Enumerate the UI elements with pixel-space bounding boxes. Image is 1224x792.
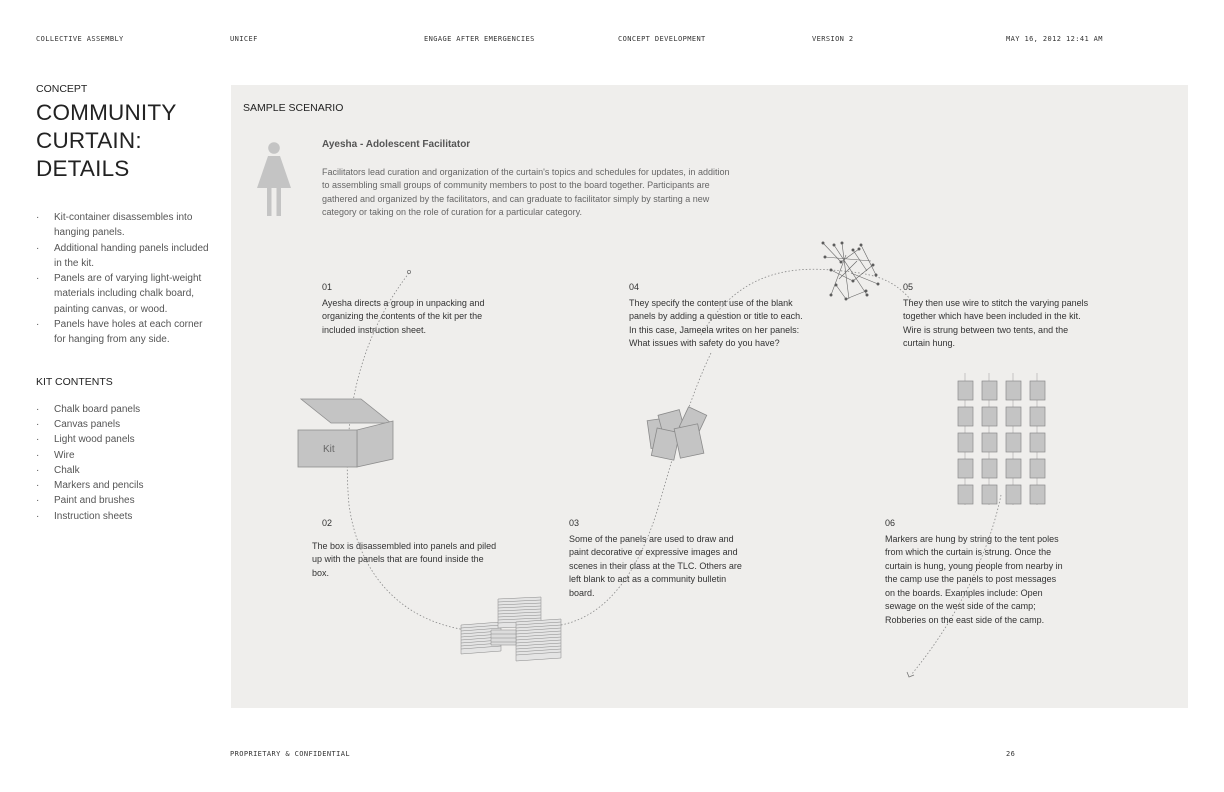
curtain-panel: [958, 459, 973, 478]
step-number: 04: [629, 282, 640, 292]
step-text: Markers are hung by string to the tent poles from which the curtain is strung. Once the curtain is hung, young people from nearby in the camp use the panels to post messages on the boards. Examples include: Open sewage on the west side of the camp; Robberies on the east side of the camp.: [885, 533, 1063, 625]
step-text: They then use wire to stitch the varying panels together which have been included in the kit. Wire is strung between two tents, and the curtain hung.: [903, 297, 1089, 348]
list-item: · Panels have holes at each corner for hanging from any side.: [36, 317, 216, 348]
kit-box-icon: [298, 399, 393, 467]
curtain-panel: [982, 433, 997, 452]
scenario-title: SAMPLE SCENARIO: [243, 102, 344, 114]
list-item: · Additional handing panels included in the kit.: [36, 241, 216, 272]
kit-contents-heading: KIT CONTENTS: [36, 375, 113, 388]
kit-label: Kit: [323, 444, 335, 455]
curtain-panel: [1006, 433, 1021, 452]
curtain-panel: [1030, 407, 1045, 426]
step-text: The box is disassembled into panels and piled up with the panels that are found inside the box.: [312, 540, 497, 578]
step-03: [569, 517, 754, 600]
curtain-panel: [1006, 459, 1021, 478]
panel-stacks-icon: [461, 597, 561, 661]
curtain-panel: [958, 407, 973, 426]
header-date: MAY 16, 2012 12:41 AM: [1006, 35, 1103, 43]
list-item: · Instruction sheets: [36, 509, 216, 524]
person-icon: [257, 142, 291, 216]
page-title-line: CURTAIN:: [36, 128, 142, 153]
section-kicker: CONCEPT: [36, 83, 88, 95]
kit-contents-list: [36, 402, 216, 524]
curtain-panel: [1006, 485, 1021, 504]
header-program: ENGAGE AFTER EMERGENCIES: [424, 35, 535, 43]
sidebar: [36, 80, 216, 524]
curtain-panel: [982, 485, 997, 504]
curtain-panel: [1006, 407, 1021, 426]
step-text: Ayesha directs a group in unpacking and organizing the contents of the kit per the included instruction sheet.: [322, 297, 485, 335]
persona-name: Ayesha - Adolescent Facilitator: [322, 139, 471, 150]
page-title-line: COMMUNITY: [36, 100, 177, 125]
step-number: 03: [569, 518, 580, 528]
step-number: 02: [322, 518, 333, 528]
persona-description: Facilitators lead curation and organization of the curtain's topics and schedules for updates, in addition to assembling small groups of community members to post to the board together. Participants are gathered and organized by the facilitators, and can graduate to facilitator simply by starting a new category or taking on the role of curation for a particular category.: [322, 167, 730, 218]
list-item: · Wire: [36, 448, 216, 463]
curtain-grid-icon: [958, 373, 1045, 505]
step-06: [885, 517, 1067, 627]
list-item: · Light wood panels: [36, 432, 216, 447]
step-number: 01: [322, 282, 333, 292]
curtain-panel: [1030, 433, 1045, 452]
list-item: · Canvas panels: [36, 417, 216, 432]
step-text: Some of the panels are used to draw and paint decorative or expressive images and scenes in their class at the TLC. Others are left blank to act as a community bulletin board.: [569, 533, 742, 598]
curtain-panel: [982, 459, 997, 478]
step-text: They specify the content use of the blank panels by adding a question or title to each. In this case, Jameela writes on her panels: What issues with safety do you have?: [629, 297, 803, 348]
header-client: UNICEF: [230, 35, 258, 43]
curtain-panel: [958, 485, 973, 504]
step-04: [629, 281, 811, 351]
list-item: · Paint and brushes: [36, 493, 216, 508]
page-number: 26: [1006, 750, 1016, 758]
step-02: [312, 517, 502, 580]
step-number: 05: [903, 282, 914, 292]
scattered-panels-icon: [647, 407, 707, 460]
scenario-panel: [231, 85, 1188, 708]
header-phase: CONCEPT DEVELOPMENT: [618, 35, 706, 43]
step-number: 06: [885, 518, 896, 528]
list-item: · Chalk board panels: [36, 402, 216, 417]
list-item: · Chalk: [36, 463, 216, 478]
wire-network-icon: [822, 242, 879, 300]
list-item: · Markers and pencils: [36, 478, 216, 493]
curtain-panel: [1030, 485, 1045, 504]
footer-confidential: PROPRIETARY & CONFIDENTIAL: [230, 750, 350, 758]
header-version: VERSION 2: [812, 35, 854, 43]
curtain-panel: [1006, 381, 1021, 400]
curtain-panel: [982, 381, 997, 400]
list-item: · Kit-container disassembles into hanging panels.: [36, 210, 216, 241]
curtain-panel: [1030, 381, 1045, 400]
curtain-panel: [958, 433, 973, 452]
curtain-panel: [982, 407, 997, 426]
page-title: [36, 99, 216, 183]
list-item: · Panels are of varying light-weight materials including chalk board, painting canvas, or wood.: [36, 271, 216, 317]
details-list: [36, 210, 216, 348]
step-05: [903, 281, 1089, 351]
page-title-line: DETAILS: [36, 156, 130, 181]
step-01: [322, 281, 508, 337]
header-project: COLLECTIVE ASSEMBLY: [36, 35, 124, 43]
curtain-panel: [958, 381, 973, 400]
curtain-panel: [1030, 459, 1045, 478]
